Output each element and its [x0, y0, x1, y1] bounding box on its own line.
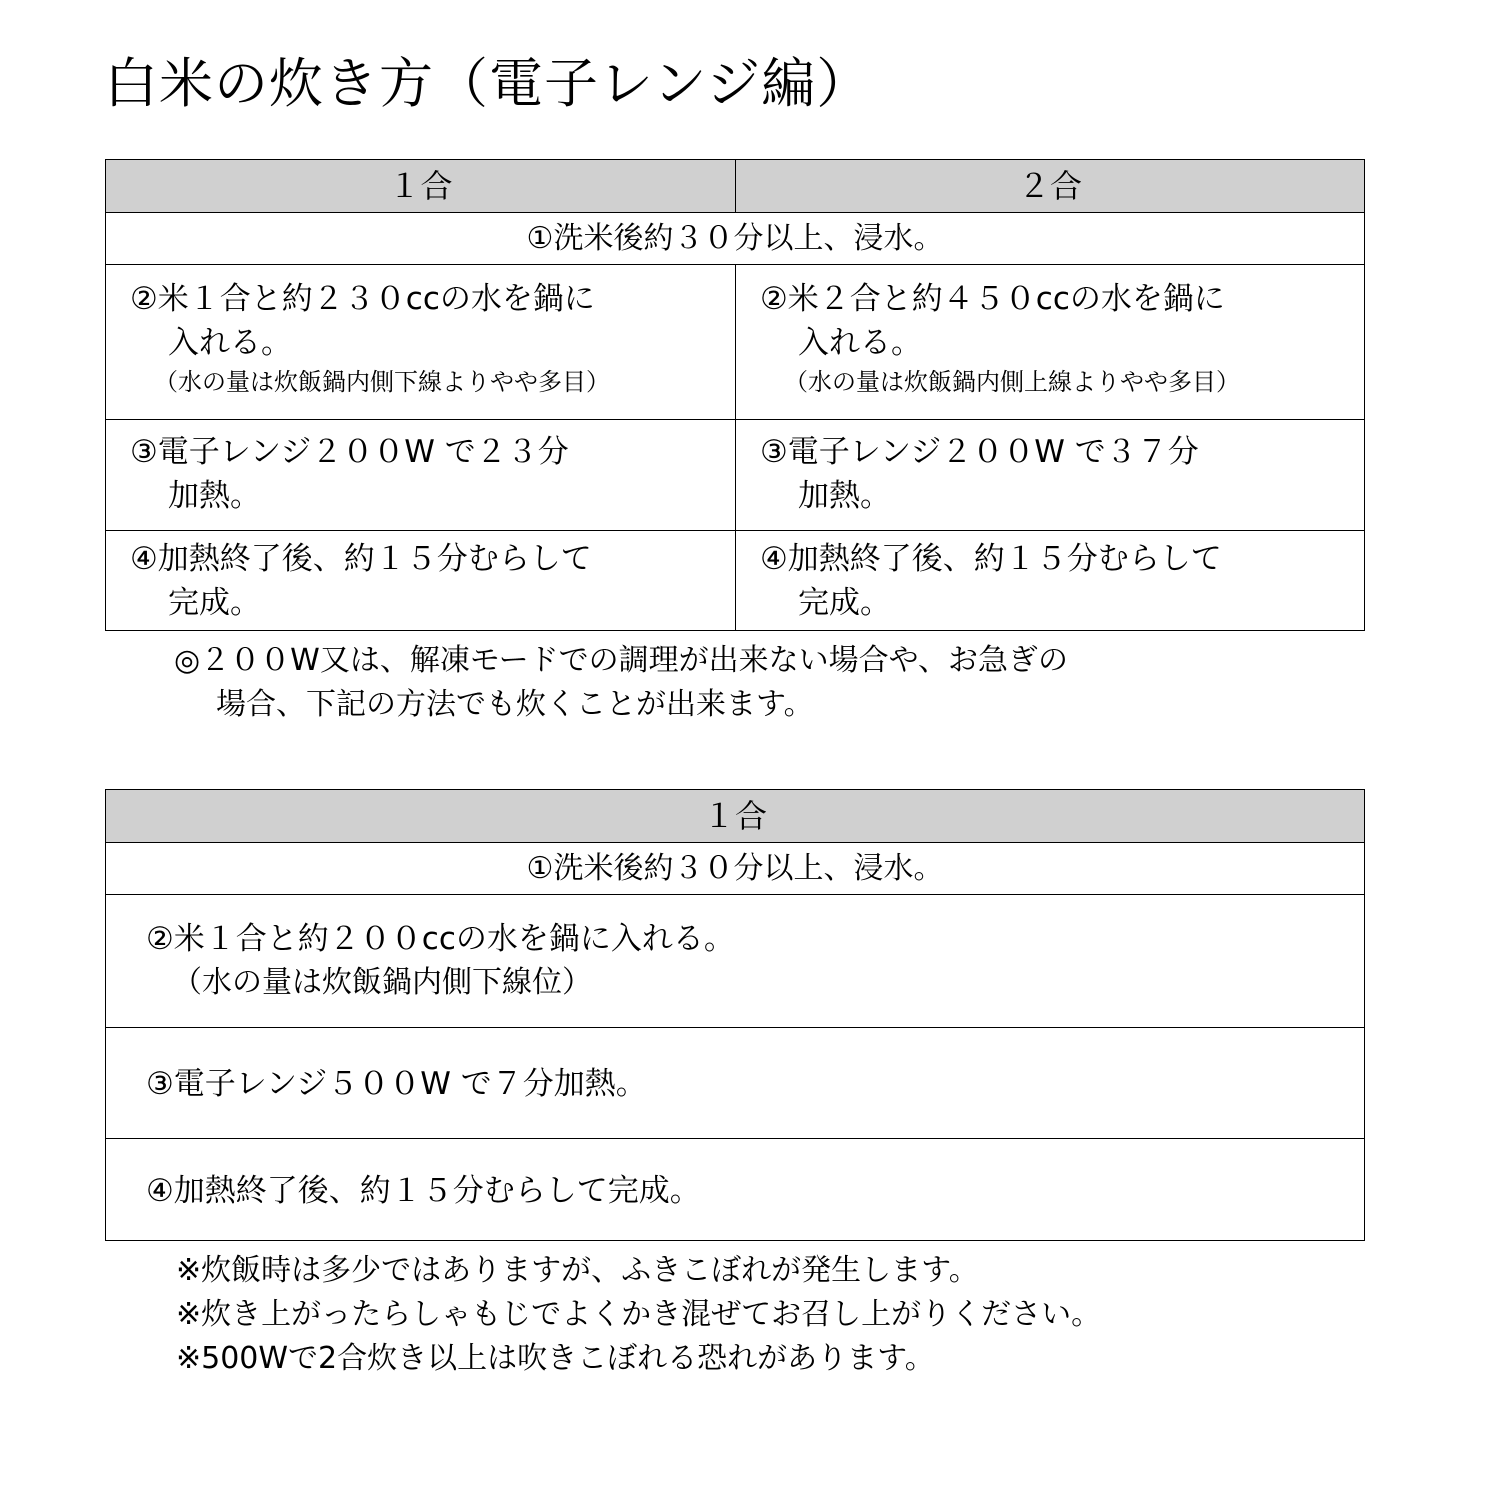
page-title: 白米の炊き方（電子レンジ編）: [104, 52, 872, 115]
soak-step-text: ①洗米後約３０分以上、浸水。: [526, 851, 944, 886]
header-cell-1go: [106, 160, 736, 212]
heat-step-text: ③電子レンジ５００W で７分加熱。: [146, 1066, 647, 1102]
steam-step-cell: [106, 1139, 1364, 1240]
header-cell-1go: [106, 790, 1364, 842]
water-step-text-line1: ②米１合と約２３０ccの水を鍋に: [130, 281, 595, 317]
steam-step-text: ④加熱終了後、約１５分むらして完成。: [146, 1173, 701, 1209]
water-amount-note: （水の量は炊飯鍋内側下線位）: [172, 965, 592, 1000]
water-step-text-line1: ②米２合と約４５０ccの水を鍋に: [760, 281, 1225, 317]
steam-step-row: [106, 1139, 1364, 1240]
soak-step-row: [106, 843, 1364, 895]
heat-step-cell: [106, 1028, 1364, 1138]
heat-step-text-line1: ③電子レンジ２００W で２３分: [130, 434, 569, 470]
soak-step-cell: [106, 843, 1364, 894]
header-label-1go: １合: [388, 167, 453, 205]
table-header-row: [106, 160, 1364, 213]
soak-step-text: ①洗米後約３０分以上、浸水。: [526, 221, 944, 256]
soak-step-row: [106, 213, 1364, 265]
steam-step-row: [106, 531, 1364, 630]
water-step-row: [106, 265, 1364, 420]
water-step-row: [106, 895, 1364, 1028]
header-label-1go: １合: [702, 797, 767, 835]
steam-step-cell-1go: [106, 531, 736, 630]
header-label-2go: ２合: [1017, 167, 1082, 205]
table-header-row: [106, 790, 1364, 843]
heat-step-text-line2: 加熱。: [798, 478, 891, 514]
header-cell-2go: [736, 160, 1364, 212]
water-step-cell-1go: [106, 265, 736, 419]
footnote-boilover: ※炊飯時は多少ではありますが、ふきこぼれが発生します。: [176, 1253, 979, 1288]
water-step-cell-2go: [736, 265, 1364, 419]
steam-step-text-line2: 完成。: [168, 585, 261, 621]
water-step-cell: [106, 895, 1364, 1027]
cooking-table-500w: [105, 789, 1365, 1241]
heat-step-text-line2: 加熱。: [168, 478, 261, 514]
water-amount-note: （水の量は炊飯鍋内側上線よりやや多目）: [784, 368, 1240, 396]
heat-step-row: [106, 420, 1364, 531]
steam-step-cell-2go: [736, 531, 1364, 630]
soak-step-cell: [106, 213, 1364, 264]
steam-step-text-line2: 完成。: [798, 585, 891, 621]
heat-step-row: [106, 1028, 1364, 1139]
footnote-stir: ※炊き上がったらしゃもじでよくかき混ぜてお召し上がりください。: [176, 1297, 1102, 1332]
water-step-text: ②米１合と約２００ccの水を鍋に入れる。: [146, 921, 735, 957]
water-step-text-line2: 入れる。: [798, 325, 922, 361]
alternative-method-note-line1: ◎２００W又は、解凍モードでの調理が出来ない場合や、お急ぎの: [174, 643, 1069, 678]
steam-step-text-line1: ④加熱終了後、約１５分むらして: [130, 541, 592, 577]
heat-step-cell-1go: [106, 420, 736, 530]
cooking-table-200w: [105, 159, 1365, 631]
water-step-text-line2: 入れる。: [168, 325, 292, 361]
water-amount-note: （水の量は炊飯鍋内側下線よりやや多目）: [154, 368, 610, 396]
alternative-method-note-line2: 場合、下記の方法でも炊くことが出来ます。: [216, 687, 814, 722]
footnote-500w-warning: ※500Wで2合炊き以上は吹きこぼれる恐れがあります。: [176, 1341, 935, 1376]
heat-step-text-line1: ③電子レンジ２００W で３７分: [760, 434, 1199, 470]
heat-step-cell-2go: [736, 420, 1364, 530]
steam-step-text-line1: ④加熱終了後、約１５分むらして: [760, 541, 1222, 577]
